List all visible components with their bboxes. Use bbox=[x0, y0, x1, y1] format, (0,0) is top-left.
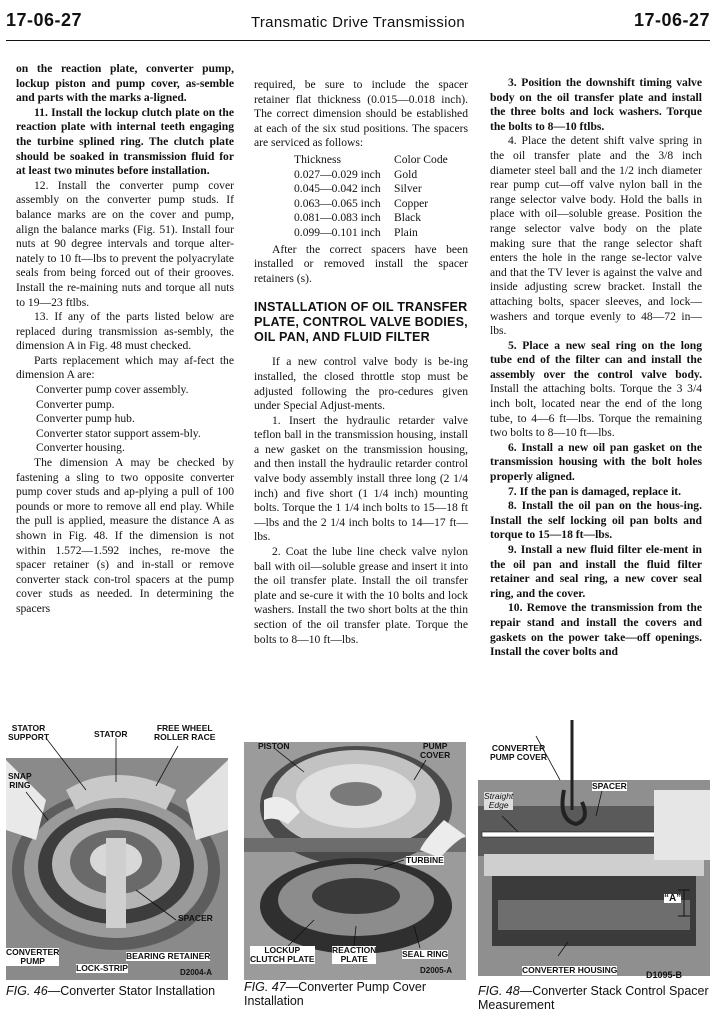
step-5-rest: Install the attaching bolts. Torque the 3 3/4 inch bolt, located near the end of the long tube, to 4—6 ft—lbs. Torque the remaining two bolts to 8—10 ft—lbs. bbox=[490, 382, 702, 440]
paragraph: on the reaction plate, converter pump, lockup piston and pump cover, as-semble and parts with the marks a-ligned. bbox=[16, 62, 234, 105]
list-item: Converter housing. bbox=[36, 441, 125, 455]
step-5-bold: 5. Place a new seal ring on the long tube end of the filter can and install the assembly over the control valve body. bbox=[490, 338, 702, 381]
figure-48 bbox=[478, 720, 710, 1016]
paragraph: Parts replacement which may af-fect the dimension A are: bbox=[16, 353, 234, 382]
step-12: 12. Install the converter pump cover assembly on the converter pump studs. If balance marks are on the cover and pump, align the balance marks (Fig. 51). Install four nuts at 90 degree intervals and torque alter-nately to 10 ft—lbs to prevent the polyacrylate seals from being forced out of their grooves. Install the re-maining nuts and torque all nuts to 19—23 ftlbs. bbox=[16, 178, 234, 309]
table-row bbox=[294, 211, 468, 226]
table-row bbox=[294, 197, 468, 212]
step-8: 8. Install the oil pan on the hous-ing. Install the self locking oil pan bolts and torque to 15—18 ft—lbs. bbox=[490, 499, 702, 542]
running-title: Transmatic Drive Transmission bbox=[250, 14, 466, 31]
callout-converter-pump: CONVERTER PUMP bbox=[6, 947, 60, 966]
step-10: 10. Remove the transmission from the repair stand and install the covers and gaskets on the power take—off openings. Install the cover bolts and bbox=[490, 601, 702, 659]
callout-spacer: SPACER bbox=[178, 913, 213, 923]
callout-piston: PISTON bbox=[258, 741, 290, 751]
step-9: 9. Install a new fluid filter ele-ment in the oil pan and install the fluid filter retainer and seal ring, a new cover seal ring, and the cover. bbox=[490, 543, 702, 600]
table-cell: Gold bbox=[394, 167, 418, 181]
caption-text: —Converter Pump Cover Installation bbox=[244, 980, 427, 1008]
table-cell: Copper bbox=[394, 196, 429, 210]
callout-dimension-a: “A” bbox=[664, 893, 682, 904]
table-row bbox=[294, 182, 468, 197]
page-header bbox=[0, 10, 716, 38]
callout-lockup-clutch-plate: LOCKUP CLUTCH PLATE bbox=[250, 945, 315, 964]
table-cell: 0.099—0.101 inch bbox=[294, 225, 381, 239]
header-cell: Thickness bbox=[294, 152, 342, 166]
callout-pump-cover: PUMP COVER bbox=[420, 741, 451, 760]
header-rule bbox=[6, 40, 710, 41]
callout-straight-edge: Straight Edge bbox=[484, 791, 514, 810]
page-number-left: 17-06-27 bbox=[6, 10, 83, 30]
list-item: Converter pump cover assembly. bbox=[36, 383, 189, 397]
table-header bbox=[294, 153, 468, 168]
figure-48-caption bbox=[478, 984, 710, 1012]
caption-text: —Converter Stack Control Spacer Measurement bbox=[478, 984, 709, 1012]
page-number-right: 17-06-27 bbox=[633, 10, 710, 30]
table-cell: Black bbox=[394, 211, 422, 225]
callout-free-wheel: FREE WHEEL ROLLER RACE bbox=[154, 723, 216, 742]
step-7: 7. If the pan is damaged, replace it. bbox=[508, 484, 682, 498]
paragraph: After the correct spacers have been installed or removed install the spacer retainers (s). bbox=[254, 242, 468, 285]
step-3: 3. Position the downshift timing valve body on the oil transfer plate and install the three bolts and lock washers. Torque the bolts to 8—10 ftlbs. bbox=[490, 76, 702, 133]
step-6: 6. Install a new oil pan gasket on the transmission housing with the bolt holes properly aligned. bbox=[490, 440, 702, 484]
text-column-2 bbox=[254, 78, 468, 647]
figure-46-photo bbox=[6, 720, 228, 980]
callout-spacer: SPACER bbox=[592, 781, 627, 791]
figure-47 bbox=[244, 720, 466, 1016]
caption-label: FIG. 48 bbox=[478, 984, 520, 998]
figure-47-caption bbox=[244, 980, 466, 1008]
list-item: Converter stator support assem-bly. bbox=[36, 426, 201, 440]
callout-snap-ring: SNAP RING bbox=[8, 771, 32, 790]
section-heading: INSTALLATION OF OIL TRANSFER PLATE, CONTROL VALVE BODIES, OIL PAN, AND FLUID FILTER bbox=[254, 300, 468, 345]
header-cell: Color Code bbox=[394, 152, 448, 166]
callout-lock-strip: LOCK-STRIP bbox=[76, 963, 128, 973]
caption-text: —Converter Stator Installation bbox=[47, 984, 216, 998]
text-column-1 bbox=[16, 62, 234, 617]
list-item: Converter pump. bbox=[36, 397, 115, 411]
text-column-3 bbox=[490, 76, 702, 660]
step-13: 13. If any of the parts listed below are replaced during transmission as-sembly, the dimension A in Fig. 48 must checked. bbox=[16, 310, 234, 353]
paragraph: required, be sure to include the spacer retainer flat thickness (0.015—0.018 inch). The correct dimension should be established at each of the six stud positions. The spacers are serviced as follows: bbox=[254, 78, 468, 150]
step-4: 4. Place the detent shift valve spring in the oil transfer plate and the 3/8 inch diameter steel ball and the 1/2 inch diameter rear pump cut—off valve nylon ball in the range selector valve body. Hold the balls in place with oil—soluble grease. Position the range selector valve body on the plate making sure that the range selector shaft enters the hole in the range se-lector valve and that the TV lever is against the valve and inside adjusting screw bracket. Install the attaching bolts, spacer sleeves, and lock—washers and torque evenly to 48—72 in—lbs. bbox=[490, 134, 702, 338]
callout-stator-support: STATOR SUPPORT bbox=[8, 723, 50, 742]
table-cell: 0.081—0.083 inch bbox=[294, 211, 381, 225]
table-row bbox=[294, 226, 468, 241]
list-item: Converter pump hub. bbox=[36, 412, 135, 426]
step-11: 11. Install the lockup clutch plate on the reaction plate with internal teeth engaging the turbine splined ring. The clutch plate should be soaked in transmission fluid for at least two minutes before installation. bbox=[16, 105, 234, 178]
figure-code: D1095-B bbox=[646, 970, 683, 980]
paragraph: If a new control valve body is be-ing installed, the closed throttle stop must be adjusted following the pro-cedures given under Special Adjust-ments. bbox=[254, 355, 468, 413]
table-cell: 0.027—0.029 inch bbox=[294, 167, 381, 181]
callout-converter-pump-cover: CONVERTER PUMP COVER bbox=[490, 743, 547, 762]
table-cell: Silver bbox=[394, 182, 422, 196]
caption-label: FIG. 47 bbox=[244, 980, 286, 994]
paragraph: The dimension A may be checked by fastening a sling to two opposite converter pump cover studs and ap-plying a pull of 100 pounds or more to remove all end play. While the pull is applied, measure the distance A as shown in Fig. 48. If the dimension is not within 1.572—1.592 inches, re-move the spacer retainer (s) and in-stall or remove converter stack con-trol spacers at the pump cover studs as needed. In determining the spacers bbox=[16, 456, 234, 615]
callout-stator: STATOR bbox=[94, 729, 128, 739]
step-2: 2. Coat the lube line check valve nylon ball with oil—soluble grease and insert it into the oil transfer plate. Install the oil transfer plate and se-cure it with the 10 bolts and lock washers. Install the two short bolts at the thin section of the oil transfer plate. Torque the bolts to 8—10 ft—lbs. bbox=[254, 545, 468, 646]
step-1: 1. Insert the hydraulic retarder valve teflon ball in the transmission housing, install a new gasket on the transmission housing, and then install the hydraulic retarder control valve body assembly install three long (2 1/4 inch) and five short (1 1/4 inch) mounting bolts. Torque the 1 1/4 inch bolts to 15—18 ft—lbs and the 2 1/4 inch bolts to 14—17 ft—lbs. bbox=[254, 413, 468, 544]
figure-code: D2005-A bbox=[420, 966, 453, 975]
table-cell: 0.063—0.065 inch bbox=[294, 196, 381, 210]
figure-code: D2004-A bbox=[180, 968, 213, 977]
table-cell: 0.045—0.042 inch bbox=[294, 182, 381, 196]
callout-converter-housing: CONVERTER HOUSING bbox=[522, 965, 618, 975]
table-row bbox=[294, 168, 468, 183]
callout-reaction-plate: REACTION PLATE bbox=[332, 945, 377, 964]
figure-46-caption bbox=[6, 984, 228, 998]
figure-46 bbox=[6, 720, 228, 1016]
table-cell: Plain bbox=[394, 225, 418, 239]
caption-label: FIG. 46 bbox=[6, 984, 48, 998]
step-5 bbox=[490, 339, 702, 441]
callout-bearing-retainer: BEARING RETAINER bbox=[126, 951, 211, 961]
callout-turbine: TURBINE bbox=[406, 855, 444, 865]
callout-seal-ring: SEAL RING bbox=[402, 949, 449, 959]
spacer-table bbox=[294, 153, 468, 241]
